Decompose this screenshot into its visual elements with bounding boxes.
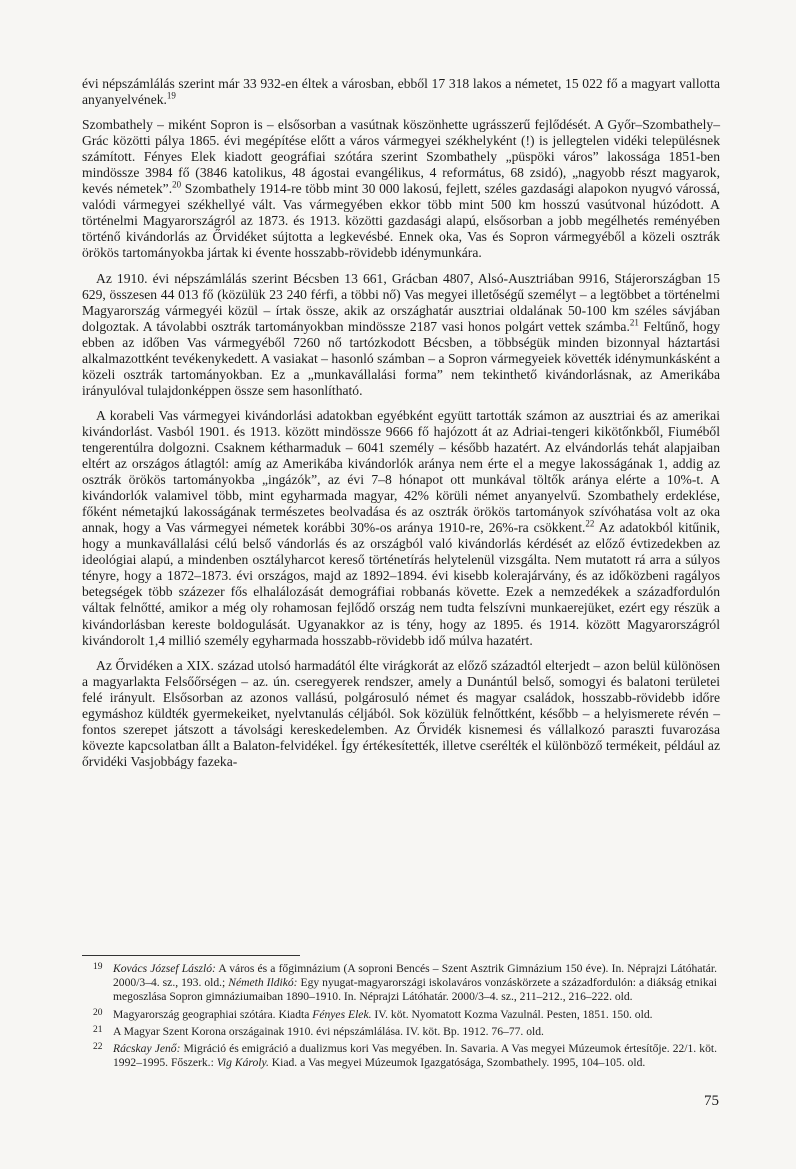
paragraph-3: Az 1910. évi népszámlálás szerint Bécsben 13 661, Grácban 4807, Alsó-Ausztriában 9916, Stájerországban 15 629, összesen 44 013 fő (közülük 23 240 férfi, a többi nő) Vas megyei illetőségű személyt – a legtöbbet a történelmi Magyarország vármegyéi közül – írtak össze, akik az országhatár ausztriai oldalának 50-100 km széles sávjában dolgoztak. A távolabbi osztrák tartományokban mindössze 2187 vasi honos polgárt vettek számba.$^{21}$ Feltűnő, hogy ebben az időben Vas vármegyéből 7260 nő tartózkodott Bécsben, a többségük minden bizonnyal háztartási alkalmazottként tevékenykedett. A vasiakat – hasonló számban – a Sopron vármegyeiek követték idénymunkásként a közeli osztrák tartományokban. Ez a „munkavállalási forma” nem tekinthető kivándorlásnak, az Amerikába irányulóval tulajdonképpen össze sem hasonlítható. bbox=[82, 270, 720, 398]
footnotes bbox=[93, 962, 717, 1073]
main-text bbox=[82, 76, 720, 770]
paragraph-1: évi népszámlálás szerint már 33 932-en éltek a városban, ebből 17 318 lakos a németet, 15 022 fő a magyart vallotta anyanyelvének.$^{19}$ bbox=[82, 76, 720, 108]
footnote-19: 19 Kovács József László: A város és a főgimnázium (A soproni Bencés – Szent Asztrik Gimnázium 150 éve). In. Néprajzi Látóhatár. 2000/3–4. sz., 193. old.; Németh Ildikó: Egy nyugat-magyarországi iskolaváros vonzáskörzete a századfordulón: a diákság etnikai megoszlása Sopron gimnáziumaiban 1890–1910. In. Néprajzi Látóhatár. 2000/3–4. sz., 211–212., 216–222. old. bbox=[93, 962, 717, 1004]
footnote-ref-20[interactable]: 20 bbox=[172, 179, 182, 190]
paragraph-4: A korabeli Vas vármegyei kivándorlási adatokban egyébként együtt tartották számon az ausztriai és az amerikai kivándorlást. Vasból 1901. és 1913. között mindössze 9666 fő hajózott át az Adriai-tengeri kikötőnkből, Fiuméből tengerentúlra dolgozni. Csaknem kétharmaduk – 6041 személy – később hazatért. Az elvándorlás tehát alapjaiban eltért az országos átlagtól: amíg az Amerikába kivándorlók aránya nem érte el a megye lakosságának 1, addig az osztrák örökös tartományokba „ingázók”, az évi 7–8 hónapot ott munkával töltők aránya elérte a 10%-t. A kivándorlók valamivel több, mint egyharmada magyar, 42% körüli német anyanyelvű. Szombathely erdeklése, főként németajkú lakosságának természetes beolvadása és az osztrák örökös tartományok szívóhatása volt az oka annak, hogy a Vas vármegyei németek korábbi 30%-os aránya 1910-re, 26%-ra csökkent.$^{22}$ Az adatokból kitűnik, hogy a munkavállalási célú belső vándorlás és az országból való kivándorlás kérdését az előző évtizedekben az ideológiai alapú, a mindenben osztályharcot kereső történetírás helytelenül vizsgálta. Nem mutatott rá arra a súlyos tényre, hogy a 1872–1873. évi országos, majd az 1892–1894. évi kisebb kolerajárvány, és az időközbeni ragályos betegségek több százezer fős elhalálozását demográfiai robbanás követte. Ezek a nemzedékek a századfordulón váltak felnőtté, amikor a még oly rohamosan fejlődő ország nem tudta felszívni munkaerejüket, ezért egy részük a kivándorlásban kereste boldogulását. Ugyanakkor az is tény, hogy az 1895. és 1914. között Magyarországról kivándorolt 1,4 millió személy egyharmada hosszabb-rövidebb idő múlva hazatért. bbox=[82, 407, 720, 648]
footnote-ref-22[interactable]: 22 bbox=[585, 518, 595, 529]
footnote-number: 21 bbox=[93, 1024, 103, 1035]
footnote-ref-21[interactable]: 21 bbox=[629, 317, 639, 328]
footnote-number: 19 bbox=[93, 962, 103, 972]
footnote-number: 22 bbox=[93, 1042, 103, 1053]
page-number: 75 bbox=[704, 1093, 719, 1109]
footnote-ref-19[interactable]: 19 bbox=[166, 90, 176, 101]
footnote-22: 22 Rácskay Jenő: Migráció és emigráció a dualizmus kori Vas megyében. In. Savaria. A Vas megyei Múzeumok értesítője. 22/1. köt. 1992–1995. Főszerk.: Vig Károly. Kiad. a Vas megyei Múzeumok Igazgatósága, Szombathely. 1995, 104–105. old. bbox=[93, 1042, 717, 1070]
footnote-20: 20 Magyarország geographiai szótára. Kiadta Fényes Elek. IV. köt. Nyomatott Kozma Vazulnál. Pesten, 1851. 150. old. bbox=[93, 1007, 653, 1021]
paragraph-2: Szombathely – miként Sopron is – elsősorban a vasútnak köszönhette ugrásszerű fejlődését. A Győr–Szombathely–Grác közötti pálya 1865. évi megépítése előtt a város vármegyei székhelyként (!) is jellegtelen vidéki településnek számított. Fényes Elek kiadott geográfiai szótára szerint Szombathely „püspöki város” lakossága 1851-ben mindössze 3984 fő (3846 katolikus, 48 ágostai evangélikus, 4 református, 68 zsidó), „nagyobb részt magyarok, kevés németek”.$^{20}$ Szombathely 1914-re több mint 30 000 lakosú, fejlett, széles gazdasági alapokon nyugvó várossá, valódi vármegyei székhellyé vált. Vas vármegyében ekkor több mint 500 km hosszú vasútvonal húzódott. A történelmi Magyarországról az 1873. és 1913. közötti gazdasági alapú, elsősorban a jobb megélhetés reményében történő kivándorlás az Őrvidéket sújtotta a legkevésbé. Ennek oka, Vas és Sopron vármegyéből a közeli osztrák örökös tartományokba jártak ki évente hosszabb-rövidebb idénymunkára. bbox=[82, 117, 720, 261]
footnote-21: 21 A Magyar Szent Korona országainak 1910. évi népszámlálása. IV. köt. Bp. 1912. 76–77. old. bbox=[93, 1024, 544, 1038]
footnote-divider bbox=[82, 955, 300, 956]
paragraph-5: Az Őrvidéken a XIX. század utolsó harmadától élte virágkorát az előző századtól elterjedt – azon belül különösen a magyarlakta Felsőőrségen – az. ún. cseregyerek rendszer, amely a Dunántúl belső, somogyi és balatoni területei felé irányult. Elsősorban az azonos vallású, polgárosuló német és magyar családok, hosszabb-rövidebb időre egymáshoz küldték gyermekeiket, nyelvtanulás céljából. Sok közülük felnőttként, később – a helyismerete révén – fontos szerepet játszott a távolsági kereskedelemben. Az Őrvidék kisnemesi és vállalkozó paraszti fuvarozása kövezte kapcsolatban állt a Balaton-felvidékel. Így értékesítették, illetve cserélték el különböző termékeit, például az őrvidéki Vasjobbágy fazeka- bbox=[82, 657, 720, 769]
footnote-number: 20 bbox=[93, 1007, 103, 1018]
